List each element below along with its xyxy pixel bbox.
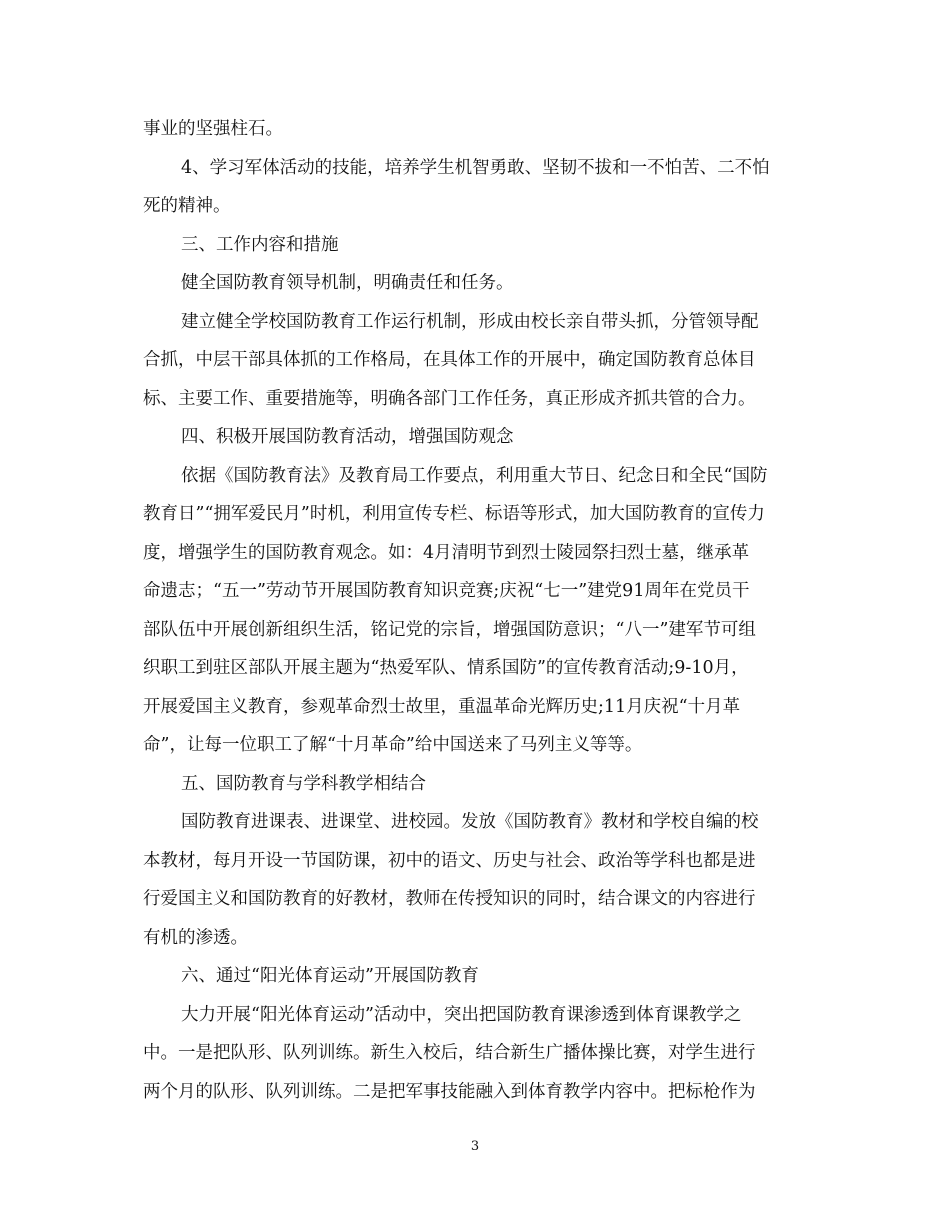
text-line-3: 死的精神。 xyxy=(143,196,231,216)
text-line-22: 有机的渗透。 xyxy=(143,928,248,948)
text-line-21: 行爱国主义和国防教育的好教材，教师在传授知识的同时，结合课文的内容进行 xyxy=(143,889,756,909)
text-line-12: 度，增强学生的国防教育观念。如：4月清明节到烈士陵园祭扫烈士墓，继承革 xyxy=(143,543,750,563)
text-line-8: 标、主要工作、重要措施等，明确各部门工作任务，真正形成齐抓共管的合力。 xyxy=(143,389,756,409)
text-line-15: 织职工到驻区部队开展主题为“热爱军队、情系国防”的宣传教育活动;9-10月， xyxy=(143,658,749,678)
text-line-7: 合抓，中层干部具体抓的工作格局，在具体工作的开展中，确定国防教育总体目 xyxy=(143,350,756,370)
section-heading-4: 四、积极开展国防教育活动，增强国防观念 xyxy=(181,427,514,447)
section-heading-3: 三、工作内容和措施 xyxy=(181,235,339,255)
text-line-14: 部队伍中开展创新组织生活，铭记党的宗旨，增强国防意识；“八一”建军节可组 xyxy=(143,620,756,640)
text-line-6: 建立健全学校国防教育工作运行机制，形成由校长亲自带头抓，分管领导配 xyxy=(181,312,759,332)
text-line-20: 本教材，每月开设一节国防课，初中的语文、历史与社会、政治等学科也都是进 xyxy=(143,851,756,871)
section-heading-5: 五、国防教育与学科教学相结合 xyxy=(181,774,426,794)
text-line-5: 健全国防教育领导机制，明确责任和任务。 xyxy=(181,273,514,293)
section-heading-6: 六、通过“阳光体育运动”开展国防教育 xyxy=(181,966,479,986)
text-line-24: 大力开展“阳光体育运动”活动中，突出把国防教育课渗透到体育课教学之 xyxy=(181,1005,742,1025)
text-line-11: 教育日”“拥军爱民月”时机，利用宣传专栏、标语等形式，加大国防教育的宣传力 xyxy=(143,504,765,524)
text-line-17: 命”，让每一位职工了解“十月革命”给中国送来了马列主义等等。 xyxy=(143,735,643,755)
text-line-1: 事业的坚强柱石。 xyxy=(143,119,283,139)
text-line-10: 依据《国防教育法》及教育局工作要点，利用重大节日、纪念日和全民“国防 xyxy=(181,466,768,486)
text-line-25: 中。一是把队形、队列训练。新生入校后，结合新生广播体操比赛，对学生进行 xyxy=(143,1043,756,1063)
text-line-26: 两个月的队形、队列训练。二是把军事技能融入到体育教学内容中。把标枪作为 xyxy=(143,1082,756,1102)
text-line-13: 命遗志；“五一”劳动节开展国防教育知识竞赛;庆祝“七一”建党91周年在党员干 xyxy=(143,581,750,601)
text-line-16: 开展爱国主义教育，参观革命烈士故里，重温革命光辉历史;11月庆祝“十月革 xyxy=(143,697,741,717)
text-line-19: 国防教育进课表、进课堂、进校园。发放《国防教育》教材和学校自编的校 xyxy=(181,812,759,832)
page-number: 3 xyxy=(470,1139,480,1154)
text-line-2: 4、学习军体活动的技能，培养学生机智勇敢、坚韧不拔和一不怕苦、二不怕 xyxy=(181,158,770,178)
